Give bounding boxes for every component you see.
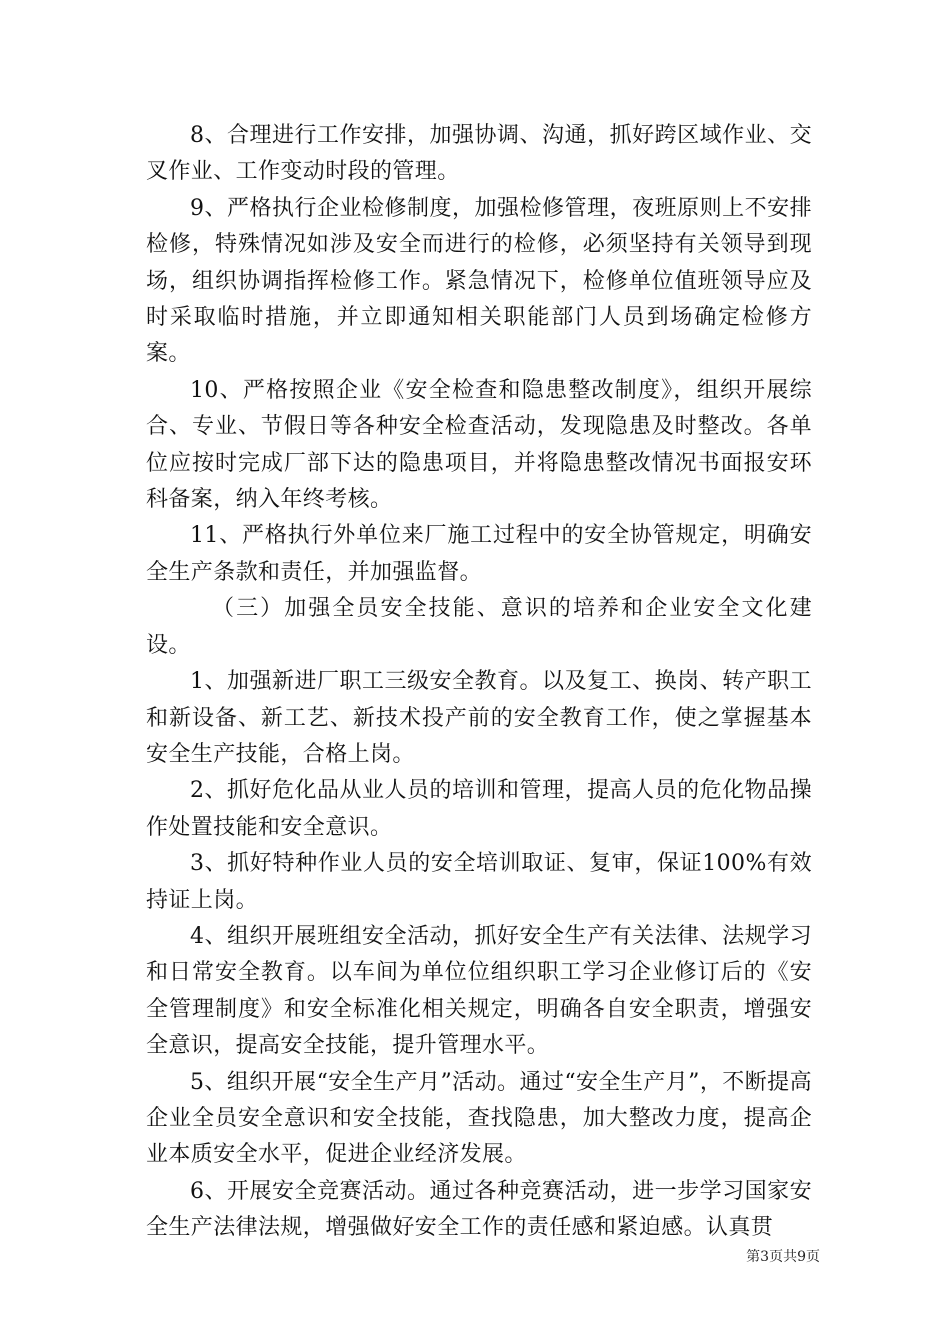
- paragraph-item-4: 4、组织开展班组安全活动，抓好安全生产有关法律、法规学习和日常安全教育。以车间为单位位组织职工学习企业修订后的《安全管理制度》和安全标准化相关规定，明确各自安全职责，增强安全意识，提高安全技能，提升管理水平。: [146, 923, 812, 1059]
- paragraph-item-2: 2、抓好危化品从业人员的培训和管理，提高人员的危化物品操作处置技能和安全意识。: [146, 778, 812, 840]
- section-heading: （三）加强全员安全技能、意识的培养和企业安全文化建设。: [146, 596, 812, 658]
- paragraph-item-1: 1、加强新进厂职工三级安全教育。以及复工、换岗、转产职工和新设备、新工艺、新技术投产前的安全教育工作，使之掌握基本安全生产技能，合格上岗。: [146, 669, 812, 767]
- paragraph-item-8: 8、合理进行工作安排，加强协调、沟通，抓好跨区域作业、交叉作业、工作变动时段的管理。: [146, 123, 812, 185]
- page-number-footer: 第3页共9页: [746, 1249, 820, 1265]
- paragraph-item-5: 5、组织开展“安全生产月”活动。通过“安全生产月”，不断提高企业全员安全意识和安全技能，查找隐患，加大整改力度，提高企业本质安全水平，促进企业经济发展。: [146, 1069, 812, 1168]
- paragraph-item-11: 11、严格执行外单位来厂施工过程中的安全协管规定，明确安全生产条款和责任，并加强监督。: [146, 523, 812, 585]
- paragraph-item-3: 3、抓好特种作业人员的安全培训取证、复审，保证100%有效持证上岗。: [146, 851, 812, 913]
- paragraph-item-6: 6、开展安全竞赛活动。通过各种竞赛活动，进一步学习国家安全生产法律法规，增强做好安全工作的责任感和紧迫感。认真贯: [146, 1178, 812, 1241]
- paragraph-item-9: 9、严格执行企业检修制度，加强检修管理，夜班原则上不安排检修，特殊情况如涉及安全而进行的检修，必须坚持有关领导到现场，组织协调指挥检修工作。紧急情况下，检修单位值班领导应及时采取临时措施，并立即通知相关职能部门人员到场确定检修方案。: [146, 195, 812, 367]
- document-body: [146, 118, 812, 1247]
- paragraph-item-10: 10、严格按照企业《安全检查和隐患整改制度》，组织开展综合、专业、节假日等各种安全检查活动，发现隐患及时整改。各单位应按时完成厂部下达的隐患项目，并将隐患整改情况书面报安环科备案，纳入年终考核。: [146, 377, 812, 513]
